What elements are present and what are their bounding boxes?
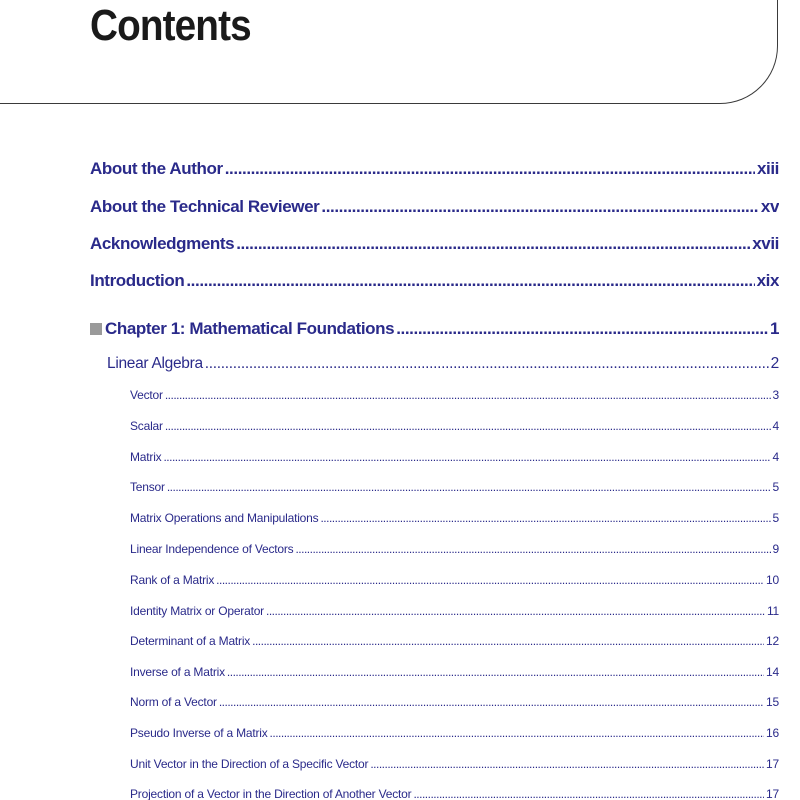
dot-leader bbox=[295, 542, 770, 556]
toc-entry-page: 4 bbox=[772, 419, 779, 433]
toc-entry-matrix[interactable] bbox=[130, 450, 779, 466]
toc-entry-page: 17 bbox=[766, 757, 779, 771]
toc-entry-label: Pseudo Inverse of a Matrix bbox=[130, 726, 268, 740]
dot-leader bbox=[167, 480, 771, 494]
toc-entry-determinant[interactable] bbox=[130, 634, 779, 650]
toc-entry-label: Linear Independence of Vectors bbox=[130, 542, 294, 556]
dot-leader bbox=[270, 726, 765, 740]
dot-leader bbox=[186, 271, 754, 291]
toc-entry-unit-vector[interactable] bbox=[130, 757, 779, 773]
toc-entry-page: 9 bbox=[772, 542, 779, 556]
dot-leader bbox=[225, 159, 755, 179]
toc-entry-label: Inverse of a Matrix bbox=[130, 665, 225, 679]
toc-entry-page: 4 bbox=[772, 450, 779, 464]
dot-leader bbox=[216, 573, 764, 587]
toc-entry-page: 3 bbox=[772, 388, 779, 402]
toc-entry-page: 14 bbox=[766, 665, 779, 679]
toc-entry-label: Matrix Operations and Manipulations bbox=[130, 511, 319, 525]
toc-entry-label: Identity Matrix or Operator bbox=[130, 604, 264, 618]
toc-entry-tensor[interactable] bbox=[130, 480, 779, 496]
toc-entry-label: Chapter 1: Mathematical Foundations bbox=[105, 319, 395, 338]
dot-leader bbox=[320, 511, 770, 525]
toc-entry-label: Norm of a Vector bbox=[130, 695, 217, 709]
toc-entry-norm[interactable] bbox=[130, 695, 779, 711]
toc-entry-label: Projection of a Vector in the Direction of Another Vector bbox=[130, 787, 412, 800]
toc-entry-label: Rank of a Matrix bbox=[130, 573, 215, 587]
dot-leader bbox=[165, 419, 771, 433]
toc-entry-page: xiii bbox=[756, 159, 779, 178]
toc-entry-acknowledgments[interactable] bbox=[90, 234, 779, 256]
dot-leader bbox=[205, 355, 769, 373]
toc-entry-page: 12 bbox=[766, 634, 779, 648]
dot-leader bbox=[163, 450, 770, 464]
dot-leader bbox=[227, 665, 764, 679]
toc-entry-linear-algebra[interactable] bbox=[107, 355, 779, 375]
toc-entry-label: Determinant of a Matrix bbox=[130, 634, 251, 648]
toc-entry-matrix-operations[interactable] bbox=[130, 511, 779, 527]
toc-entry-page: 11 bbox=[766, 604, 779, 618]
toc-entry-page: 2 bbox=[770, 355, 779, 372]
toc-entry-label: Matrix bbox=[130, 450, 162, 464]
toc-entry-page: 15 bbox=[766, 695, 779, 709]
toc-entry-rank[interactable] bbox=[130, 573, 779, 589]
toc-entry-vector[interactable] bbox=[130, 388, 779, 404]
dot-leader bbox=[165, 388, 771, 402]
toc-entry-scalar[interactable] bbox=[130, 419, 779, 435]
toc-entry-label: Scalar bbox=[130, 419, 163, 433]
toc-entry-identity-matrix[interactable] bbox=[130, 604, 779, 620]
dot-leader bbox=[219, 695, 764, 709]
dot-leader bbox=[321, 197, 759, 217]
chapter-marker-icon bbox=[90, 323, 102, 335]
toc-entry-page: 10 bbox=[766, 573, 779, 587]
toc-entry-page: xv bbox=[760, 197, 779, 216]
toc-entry-pseudo-inverse[interactable] bbox=[130, 726, 779, 742]
dot-leader bbox=[236, 234, 750, 254]
toc-entry-label: Vector bbox=[130, 388, 163, 402]
dot-leader bbox=[396, 319, 768, 339]
toc-entry-page: xix bbox=[756, 271, 779, 290]
toc-entry-label: Unit Vector in the Direction of a Specific Vector bbox=[130, 757, 369, 771]
toc-entry-inverse[interactable] bbox=[130, 665, 779, 681]
toc-entry-page: 5 bbox=[772, 511, 779, 525]
toc-entry-page: 5 bbox=[772, 480, 779, 494]
toc-entry-label: Tensor bbox=[130, 480, 165, 494]
dot-leader bbox=[370, 757, 764, 771]
toc-entry-page: xvii bbox=[752, 234, 779, 253]
toc-entry-chapter-1[interactable] bbox=[90, 319, 779, 341]
toc-entry-label: About the Author bbox=[90, 159, 223, 178]
page-title: Contents bbox=[90, 1, 251, 50]
toc-entry-linear-independence[interactable] bbox=[130, 542, 779, 558]
toc-entry-technical-reviewer[interactable] bbox=[90, 197, 779, 219]
dot-leader bbox=[266, 604, 765, 618]
toc-entry-page: 16 bbox=[766, 726, 779, 740]
dot-leader bbox=[252, 634, 764, 648]
toc-entry-label: Introduction bbox=[90, 271, 185, 290]
toc-entry-label: About the Technical Reviewer bbox=[90, 197, 320, 216]
toc-entry-about-author[interactable] bbox=[90, 159, 779, 181]
toc-entry-label: Linear Algebra bbox=[107, 355, 203, 372]
toc-entry-page: 17 bbox=[766, 787, 779, 800]
dot-leader bbox=[413, 787, 764, 800]
toc-entry-page: 1 bbox=[769, 319, 779, 338]
toc-entry-introduction[interactable] bbox=[90, 271, 779, 293]
toc-entry-projection[interactable] bbox=[130, 787, 779, 800]
toc-entry-label: Acknowledgments bbox=[90, 234, 235, 253]
